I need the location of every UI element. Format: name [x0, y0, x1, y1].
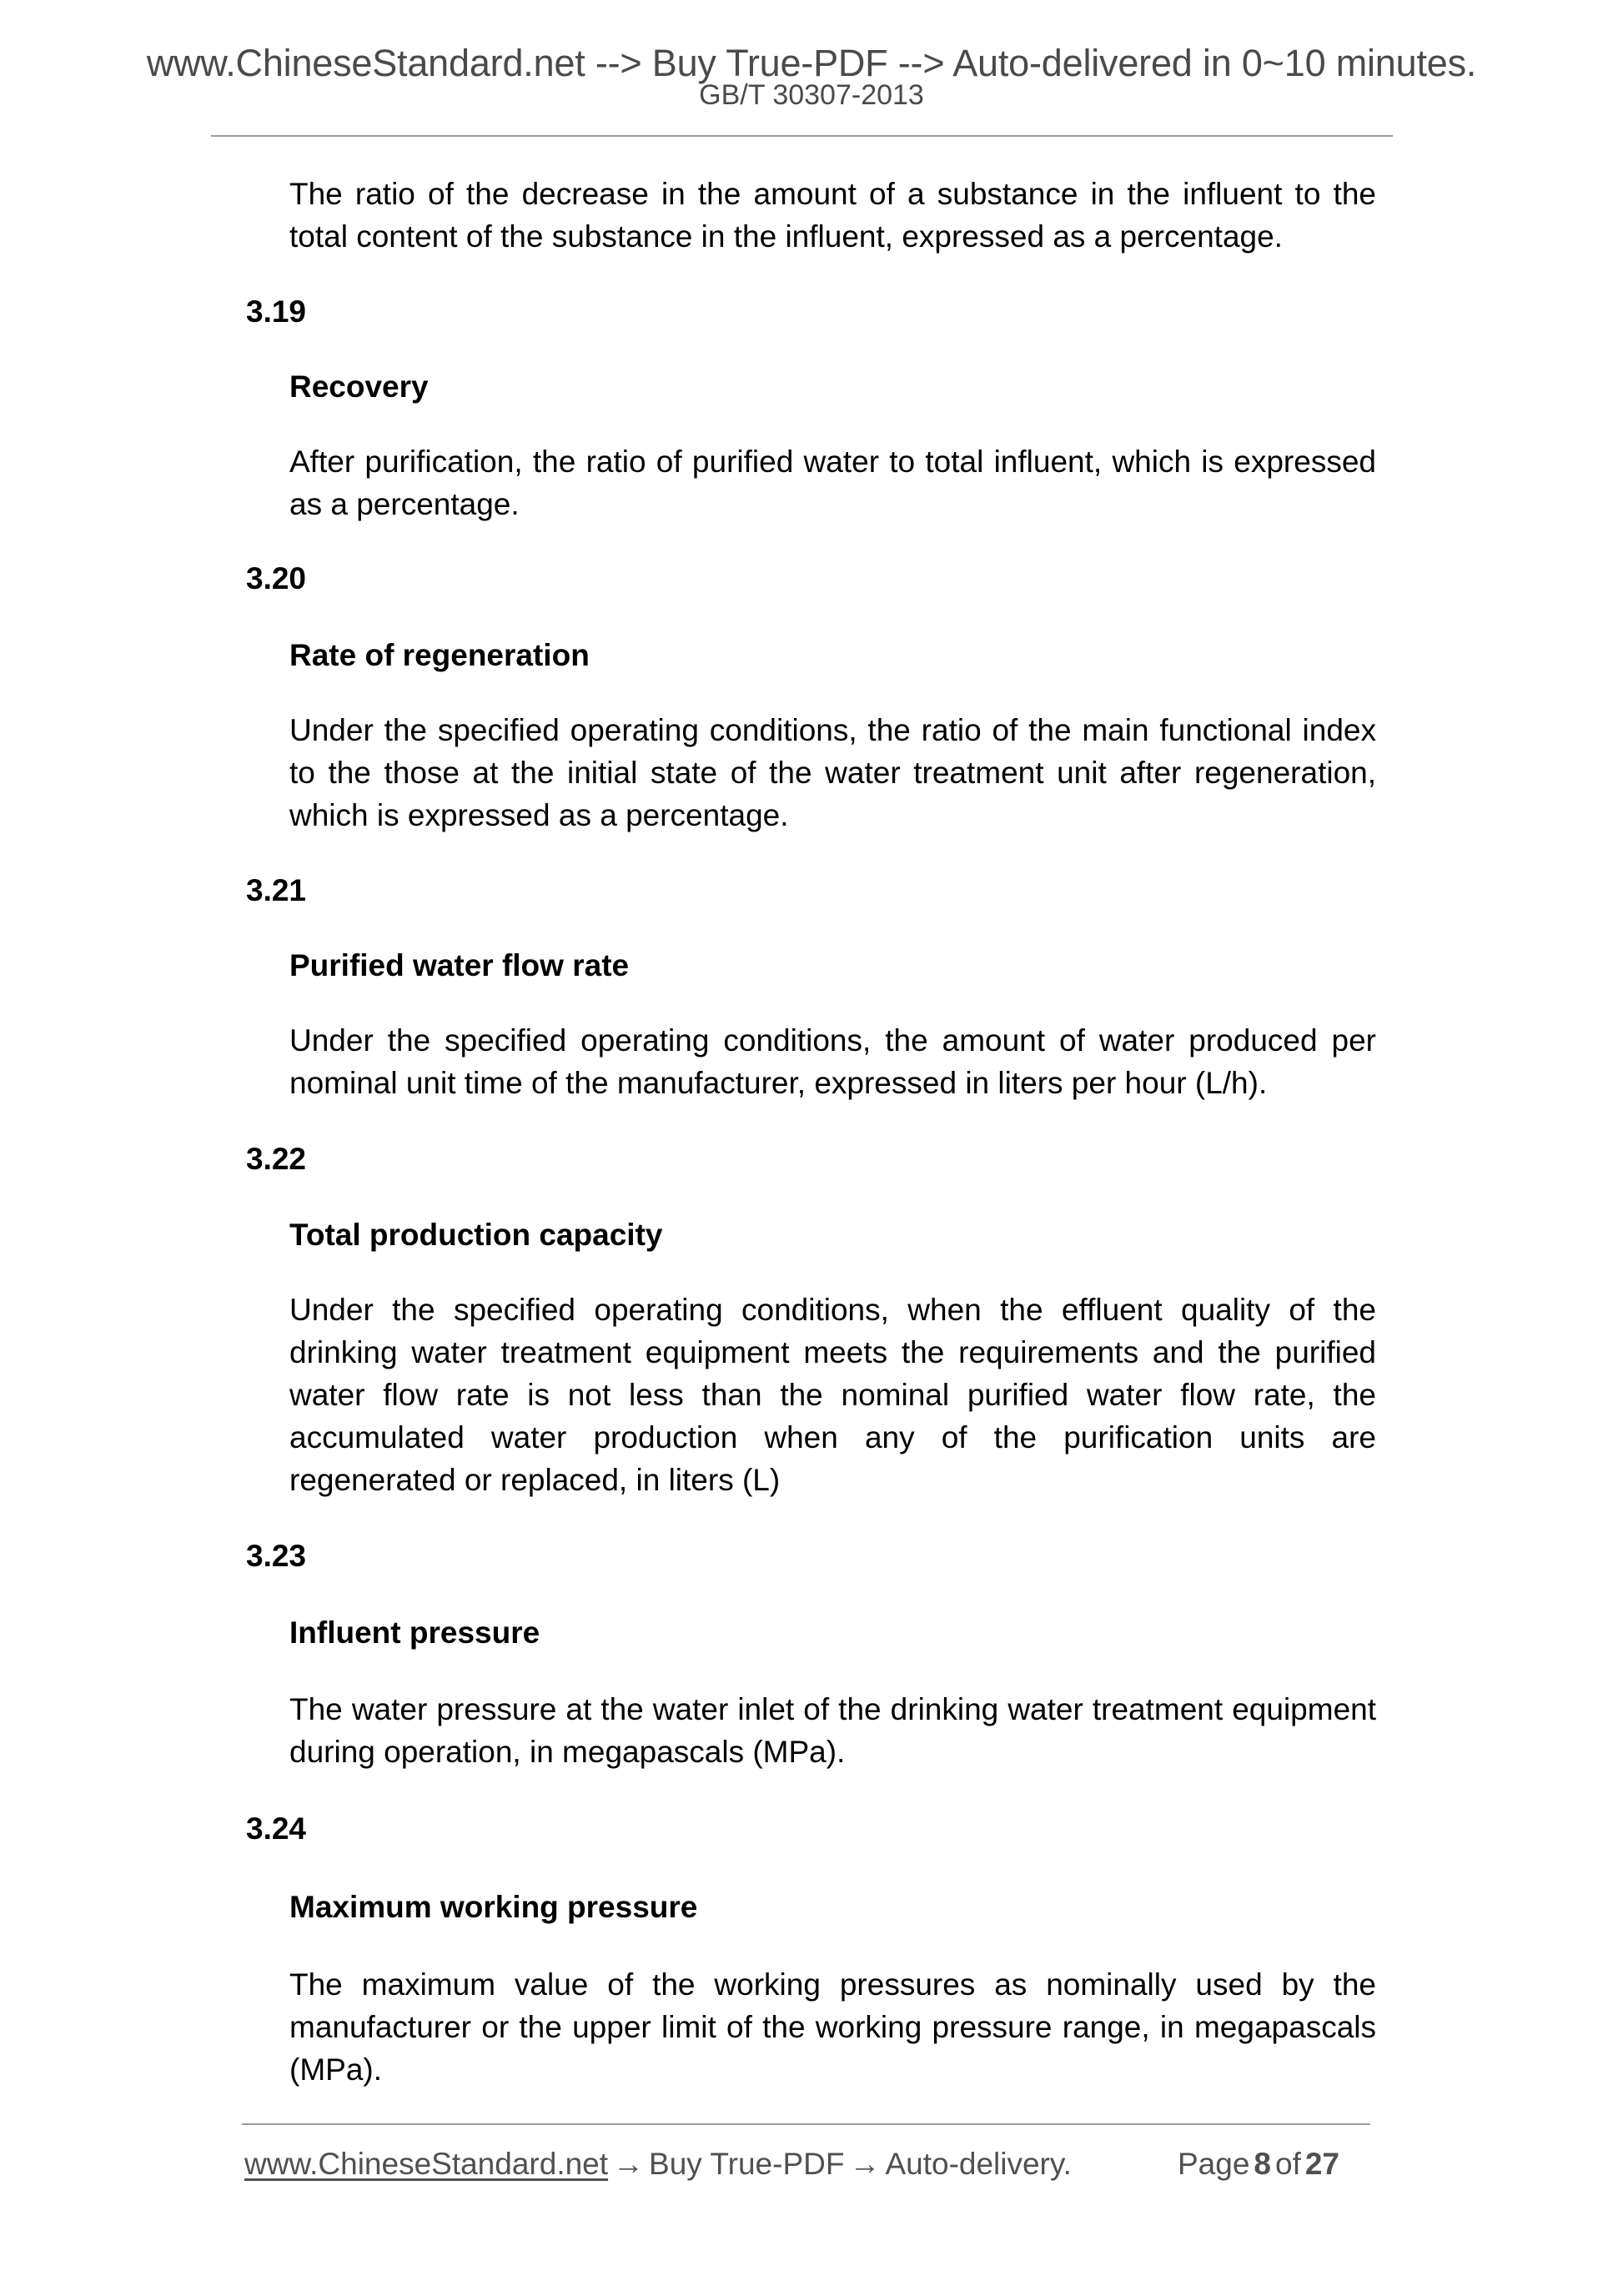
section-term: Recovery	[289, 369, 429, 404]
section-term: Influent pressure	[289, 1615, 540, 1650]
section-number: 3.24	[246, 1811, 307, 1846]
footer-site-link[interactable]: www.ChineseStandard.net	[244, 2147, 609, 2181]
arrow-right-icon: →	[849, 2147, 881, 2181]
header-divider	[211, 135, 1393, 137]
section-definition: After purification, the ratio of purified water to total influent, which is expressed as a percentage.	[289, 445, 1376, 521]
section-number: 3.23	[246, 1539, 307, 1573]
section-number: 3.20	[246, 561, 307, 595]
section-term: Rate of regeneration	[289, 638, 590, 672]
section-term: Maximum working pressure	[289, 1890, 698, 1924]
section-number: 3.21	[246, 873, 307, 907]
header-banner: www.ChineseStandard.net --> Buy True-PDF --> Auto-delivered in 0~10 minutes.	[146, 42, 1477, 84]
intro-paragraph: The ratio of the decrease in the amount of a substance in the influent to the total content of the substance in the influent, expressed as a percentage.	[289, 177, 1376, 254]
section-term: Purified water flow rate	[289, 948, 630, 982]
section-definition: The maximum value of the working pressures as nominally used by the manufacturer or the upper limit of the working pressure range, in megapascals (MPa).	[289, 1967, 1376, 2087]
footer-delivery-text: Auto-delivery.	[885, 2147, 1072, 2181]
standard-id: GB/T 30307-2013	[699, 79, 924, 111]
section-definition: Under the specified operating conditions, when the effluent quality of the drinking water treatment equipment meets the requirements and the purified water flow rate is not less than the nominal purified water flow rate, the accumulated water production when any of the purification units are regenerated or replaced, in liters (L)	[289, 1293, 1376, 1497]
page-indicator	[1178, 2143, 1339, 2185]
footer-left	[244, 2143, 1072, 2185]
arrow-right-icon: →	[613, 2147, 645, 2181]
section-number: 3.22	[246, 1142, 307, 1176]
page-total: 27	[1304, 2147, 1340, 2181]
section-term: Total production capacity	[289, 1218, 663, 1252]
section-definition: Under the specified operating conditions, the ratio of the main functional index to the those at the initial state of the water treatment unit after regeneration, which is expressed as a percentage.	[289, 713, 1376, 832]
section-definition: Under the specified operating conditions, the amount of water produced per nominal unit time of the manufacturer, expressed in liters per hour (L/h).	[289, 1023, 1376, 1100]
section-number: 3.19	[246, 294, 307, 329]
page-label: Page	[1178, 2147, 1250, 2181]
footer-buy-text: Buy True-PDF	[649, 2147, 845, 2181]
page-current: 8	[1254, 2147, 1271, 2181]
page-of: of	[1275, 2147, 1301, 2181]
footer-divider	[242, 2123, 1370, 2125]
section-definition: The water pressure at the water inlet of the drinking water treatment equipment during operation, in megapascals (MPa).	[289, 1692, 1376, 1769]
